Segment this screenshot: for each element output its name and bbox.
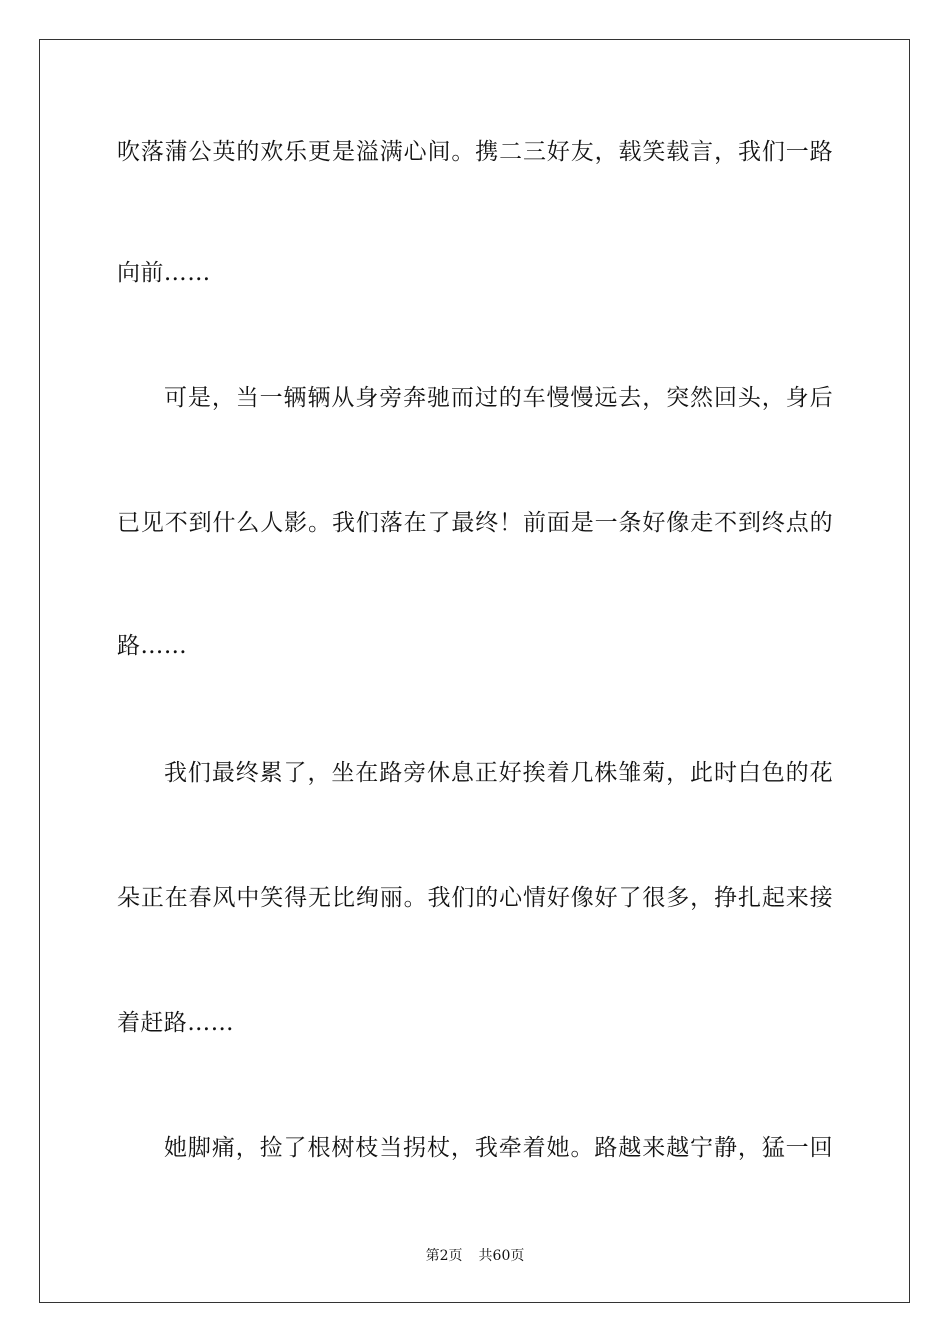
page-total: 共60页	[478, 1248, 525, 1264]
paragraph-line: 可是，当一辆辆从身旁奔驰而过的车慢慢远去，突然回头，身后	[164, 385, 833, 411]
paragraph-line: 吹落蒲公英的欢乐更是溢满心间。携二三好友，载笑载言，我们一路	[117, 139, 833, 165]
paragraph-line: 她脚痛，捡了根树枝当拐杖，我牵着她。路越来越宁静，猛一回	[164, 1135, 833, 1161]
paragraph-line: 向前……	[117, 260, 211, 286]
paragraph-line: 我们最终累了，坐在路旁休息正好挨着几株雏菊，此时白色的花	[164, 760, 833, 786]
paragraph-line: 着赶路……	[117, 1010, 234, 1036]
page-number: 第2页	[425, 1248, 463, 1264]
page-border	[39, 39, 910, 1303]
paragraph-line: 朵正在春风中笑得无比绚丽。我们的心情好像好了很多，挣扎起来接	[117, 885, 833, 911]
paragraph-line: 已见不到什么人影。我们落在了最终！前面是一条好像走不到终点的	[117, 510, 833, 536]
paragraph-line: 路……	[117, 633, 188, 659]
page-footer	[0, 1247, 950, 1265]
